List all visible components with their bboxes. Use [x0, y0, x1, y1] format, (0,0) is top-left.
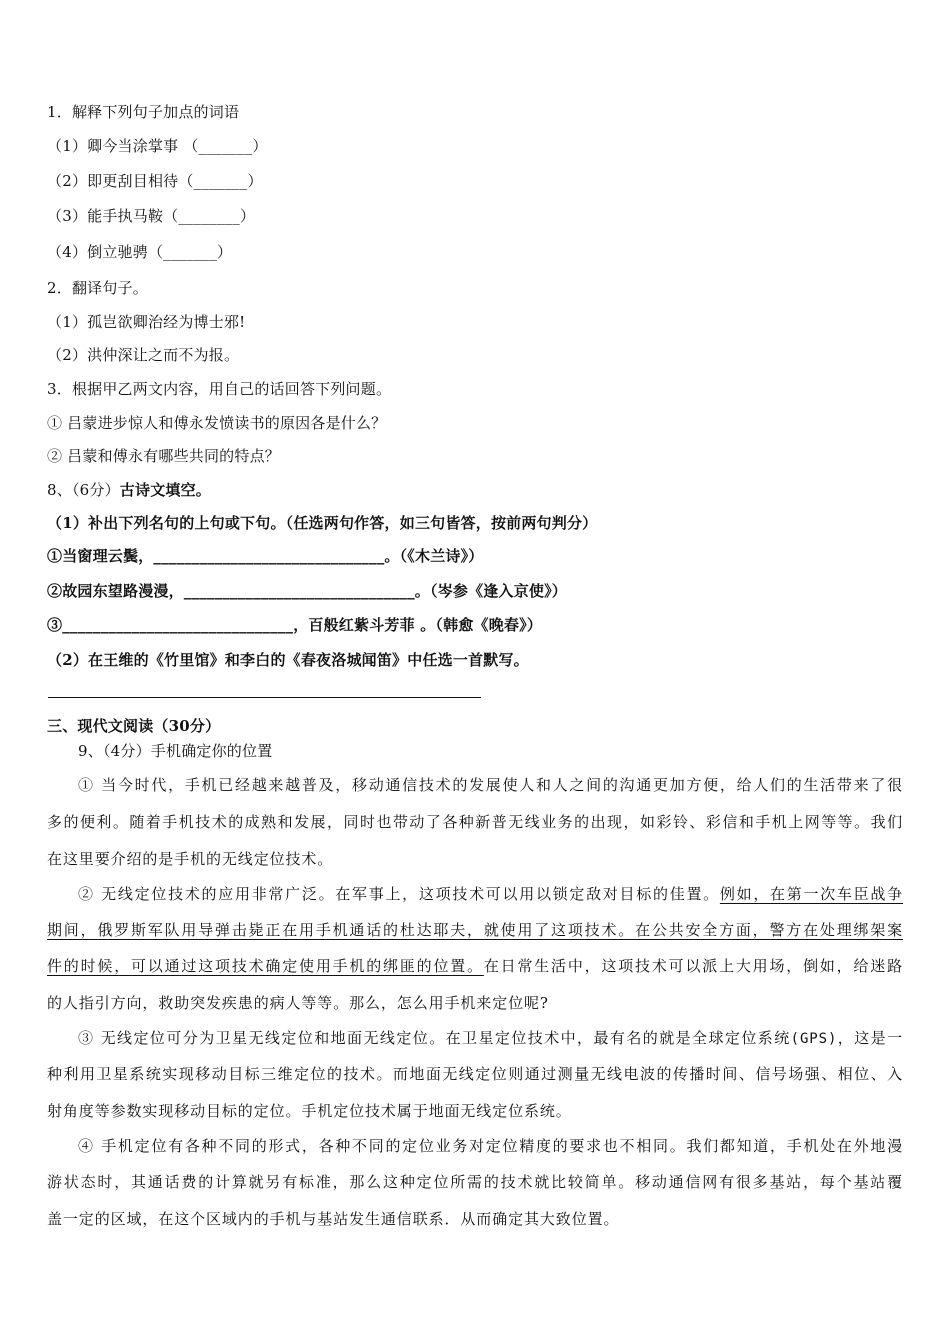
- q3-title: 3．根据甲乙两文内容，用自己的话回答下列问题。: [47, 380, 392, 398]
- q8-line3: ③______________________________，百般红紫斗芳菲 。（韩愈《晚春》）: [47, 616, 543, 634]
- p3-line-2: 种利用卫星系统实现移动目标三维定位的技术。而地面无线定位则通过测量无线电波的传播时间、信号场强、相位、入: [47, 1065, 903, 1083]
- p4-line-2: 游状态时，其通话费的计算就另有标准，那么这种定位所需的技术就比较简单。移动通信网有很多基站，每个基站覆: [47, 1173, 903, 1191]
- q1-item-4: （4）倒立驰骋（_______）: [47, 243, 233, 261]
- q8-sub1: （1）补出下列名句的上句或下句。（任选两句作答，如三句皆答，按前两句判分）: [47, 514, 598, 532]
- q1-title: 1．解释下列句子加点的词语: [47, 103, 240, 121]
- p1-line-3: 在这里要介绍的是手机的无线定位技术。: [47, 850, 334, 868]
- q8-line1: ①当窗理云鬓，______________________________。（《木兰诗》）: [47, 547, 484, 565]
- q2-item-2: （2）洪仲深让之而不为报。: [47, 346, 240, 364]
- p4-line-3: 盖一定的区域，在这个区域内的手机与基站发生通信联系．从而确定其大致位置。: [47, 1210, 620, 1228]
- q3-item-2: ② 吕蒙和傅永有哪些共同的特点？: [47, 447, 280, 465]
- q2-title: 2．翻译句子。: [47, 279, 148, 297]
- q1-item-2: （2）即更刮目相待（_______）: [47, 172, 263, 190]
- q8-number: 8、（6分）: [47, 481, 120, 499]
- section-heading: 三、现代文阅读（30分）: [47, 717, 221, 735]
- p2-line-3-text: 在日常生活中，这项技术可以派上大用场，倒如，给迷路: [483, 957, 903, 975]
- q8-sub2: （2）在王维的《竹里馆》和李白的《春夜洛城闻笛》中任选一首默写。: [47, 651, 529, 669]
- p2-line-1-text: ② 无线定位技术的应用非常广泛。在军事上，这项技术可以用以锁定敌对目标的佳置。: [78, 885, 720, 903]
- p2-underlined-1: 例如，在第一次车臣战争: [719, 885, 903, 903]
- p3-line-3: 射角度等参数实现移动目标的定位。手机定位技术属于地面无线定位系统。: [47, 1102, 572, 1120]
- q8-header: [47, 480, 211, 500]
- p2-line-3: [47, 956, 903, 976]
- q9-title: 9、（4分）手机确定你的位置: [78, 742, 273, 760]
- p4-line-1: ④ 手机定位有各种不同的形式，各种不同的定位业务对定位精度的要求也不相同。我们都知道，手机处在外地漫: [78, 1137, 903, 1155]
- p2-underlined-2: 期间，俄罗斯军队用导弹击毙正在用手机通话的杜达耶夫，就使用了这项技术。在公共安全方面，警方在处理绑架案: [47, 921, 903, 939]
- q3-item-1: ① 吕蒙进步惊人和傅永发愤读书的原因各是什么？: [47, 414, 387, 432]
- p2-line-2: [47, 920, 903, 940]
- q2-item-1: （1）孤岂欲卿治经为博士邪!: [47, 313, 246, 331]
- p3-gps: (GPS): [790, 1031, 838, 1047]
- p1-line-1: ① 当今时代，手机已经越来越普及，移动通信技术的发展使人和人之间的沟通更加方便，给人们的生活带来了很: [78, 776, 903, 794]
- q8-title: 古诗文填空。: [119, 481, 211, 499]
- p3-line-1: [78, 1028, 903, 1049]
- p2-line-1: [78, 884, 903, 904]
- p3-line-1-a: ③ 无线定位可分为卫星无线定位和地面无线定位。在卫星定位技术中，最有名的就是全球定位系统: [78, 1029, 791, 1047]
- q1-item-1: （1）卿今当涂掌事 （_______）: [47, 137, 268, 155]
- p2-underlined-3: 件的时候，可以通过这项技术确定使用手机的绑匪的位置。: [47, 957, 484, 975]
- q1-item-3: （3）能手执马鞍（________）: [47, 207, 256, 225]
- p1-line-2: 多的便利。随着手机技术的成熟和发展，同时也带动了各种新普无线业务的出现，如彩铃、彩信和手机上网等等。我们: [47, 813, 903, 831]
- p3-line-1-c: ，这是一: [837, 1029, 903, 1047]
- p2-line-4: 的人指引方向，救助突发疾患的病人等等。那么，怎么用手机来定位呢?: [47, 994, 549, 1012]
- q8-line2: ②故园东望路漫漫，______________________________。（岑参《逢入京使》）: [47, 582, 568, 600]
- answer-line: [48, 697, 481, 698]
